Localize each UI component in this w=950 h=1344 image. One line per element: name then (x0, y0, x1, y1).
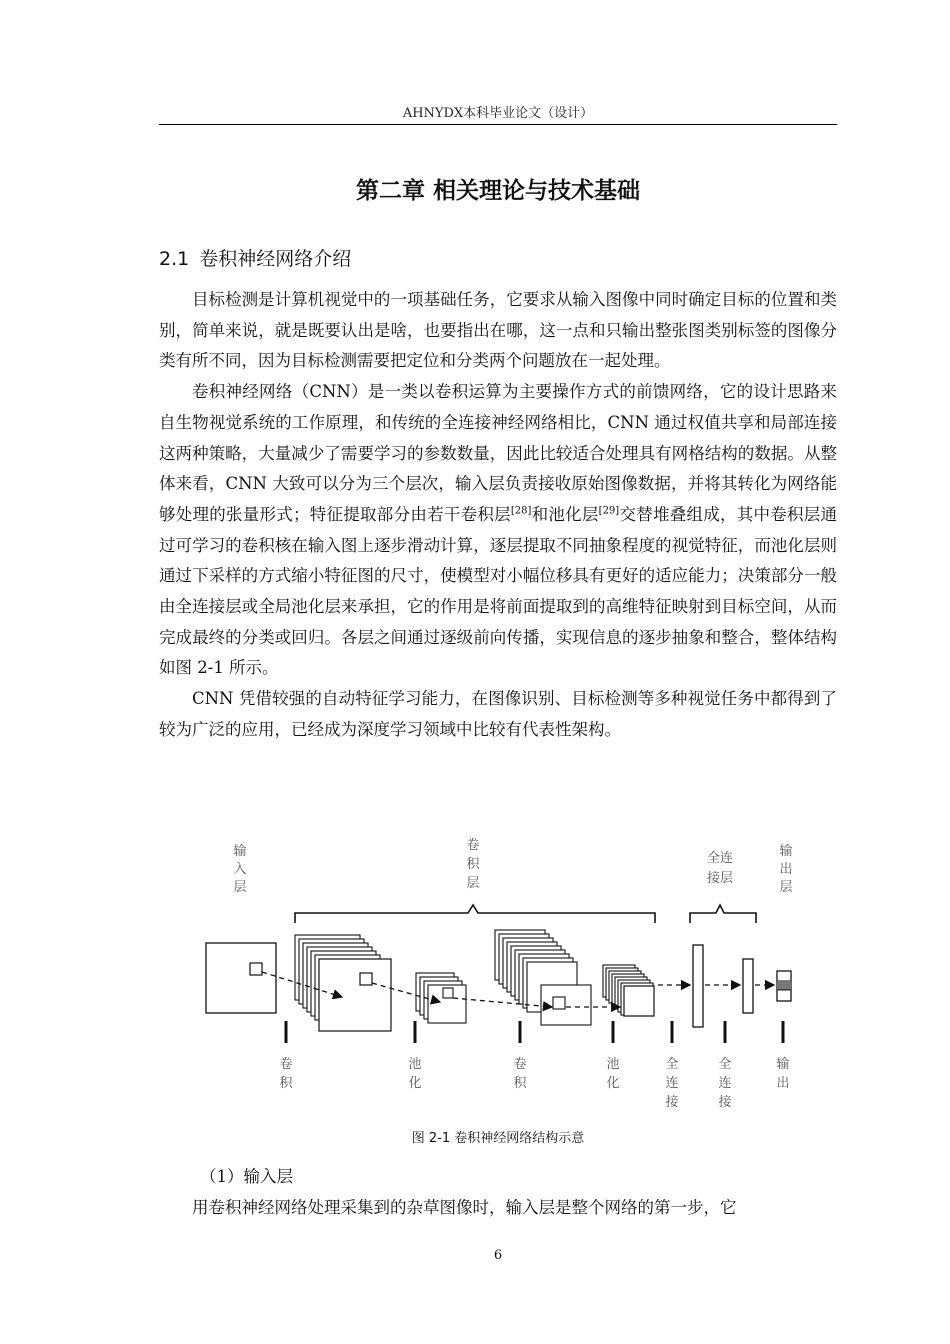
svg-text:池: 池 (606, 1057, 620, 1072)
subsection-heading: （1）输入层 (200, 1167, 293, 1186)
paragraph-1: 目标检测是计算机视觉中的一项基础任务，它要求从输入图像中同时确定目标的位置和类别，简单来说，就是既要认出是啥，也要指出在哪，这一点和只输出整张图类别标签的图像分类有所不同，因为目标检测需要把定位和分类两个问题放在一起处理。 (159, 290, 837, 371)
label-pool1 (408, 1057, 421, 1091)
paragraph-3: CNN 凭借较强的自动特征学习能力，在图像识别、目标检测等多种视觉任务中都得到了较为广泛的应用，已经成为深度学习领域中比较有代表性架构。 (159, 689, 837, 739)
conv1-feature-maps (295, 935, 391, 1031)
section-heading (159, 244, 351, 271)
pool2-feature-maps (603, 965, 654, 1016)
label-conv2 (513, 1057, 527, 1091)
svg-text:出: 出 (776, 1076, 790, 1091)
svg-text:接: 接 (718, 1095, 732, 1110)
conv2-feature-maps (495, 930, 591, 1025)
svg-text:卷: 卷 (513, 1057, 527, 1072)
fc2-vector (743, 959, 753, 1013)
svg-text:接层: 接层 (706, 871, 734, 886)
fc-brace (690, 905, 756, 923)
svg-text:连: 连 (665, 1076, 679, 1091)
label-output-layer (779, 843, 792, 895)
svg-text:层: 层 (233, 880, 247, 895)
header-rule (159, 124, 837, 125)
svg-text:卷: 卷 (466, 838, 480, 853)
body-text (159, 285, 837, 746)
svg-text:积: 积 (513, 1076, 527, 1091)
svg-text:化: 化 (606, 1076, 620, 1091)
chapter-title: 第二章 相关理论与技术基础 (355, 178, 640, 204)
label-pool2 (606, 1057, 619, 1091)
svg-text:连: 连 (718, 1076, 732, 1091)
input-image (206, 943, 276, 1013)
svg-text:层: 层 (466, 876, 480, 891)
section-number: 2.1 (159, 248, 190, 270)
paragraph-2 (159, 377, 837, 684)
svg-text:出: 出 (779, 862, 793, 877)
label-fc-layer (707, 851, 733, 886)
section-title: 卷积神经网络介绍 (199, 248, 352, 270)
label-conv1 (279, 1057, 293, 1091)
pool1-feature-maps (416, 973, 466, 1023)
conv-brace (295, 905, 655, 923)
svg-text:输: 输 (776, 1057, 790, 1072)
citation-29: [29] (598, 505, 620, 517)
svg-text:全: 全 (665, 1057, 679, 1072)
label-output (776, 1056, 789, 1091)
svg-text:卷: 卷 (279, 1057, 293, 1072)
figure-caption: 图 2-1 卷积神经网络结构示意 (411, 1131, 585, 1146)
fc1-vector (693, 945, 703, 1027)
svg-text:输: 输 (233, 844, 247, 859)
running-header: AHNYDX本科毕业论文（设计） (402, 106, 594, 121)
output-vector (777, 971, 791, 1001)
svg-text:化: 化 (408, 1076, 422, 1091)
svg-text:积: 积 (466, 857, 480, 872)
paragraph-2-part-c: 交替堆叠组成，其中卷积层通过可学习的卷积核在输入图上逐步滑动计算，逐层提取不同抽象程度的视觉特征，而池化层则通过下采样的方式缩小特征图的尺寸，使模型对小幅位移具有更好的适应能力；决策部分一般由全连接层或全局池化层来承担，它的作用是将前面提取到的高维特征映射到目标空间，从而完成最终的分类或回归。各层之间通过逐级前向传播，实现信息的逐步抽象和整合，整体结构如图 2-1 所示。 (159, 504, 838, 678)
paragraph-2-part-b: 和池化层 (531, 504, 599, 524)
svg-text:接: 接 (665, 1095, 679, 1110)
svg-text:池: 池 (408, 1057, 422, 1072)
svg-text:输: 输 (779, 844, 793, 859)
svg-text:积: 积 (279, 1076, 293, 1091)
label-fc2 (718, 1057, 731, 1110)
paragraph-2-part-a: 卷积神经网络（CNN）是一类以卷积运算为主要操作方式的前馈网络，它的设计思路来自生物视觉系统的工作原理，和传统的全连接神经网络相比，CNN 通过权值共享和局部连接这两种策略，大量减少了需要学习的参数数量，因此比较适合处理具有网格结构的数据。从整体来看，CNN 大致可以分为三个层次，输入层负责接收原始图像数据，并将其转化为网络能够处理的张量形式；特征提取部分由若干卷积层 (159, 382, 837, 524)
svg-text:全: 全 (718, 1057, 732, 1072)
paragraph-4: 用卷积神经网络处理采集到的杂草图像时，输入层是整个网络的第一步，它 (192, 1198, 737, 1217)
label-conv-layer (466, 838, 480, 891)
svg-text:入: 入 (233, 862, 247, 877)
cnn-architecture-figure (200, 835, 820, 1120)
svg-text:层: 层 (779, 880, 793, 895)
page-number: 6 (493, 1248, 503, 1263)
label-fc1 (665, 1057, 678, 1110)
label-input-layer (233, 843, 246, 895)
svg-text:全连: 全连 (706, 851, 734, 866)
citation-28: [28] (510, 505, 532, 517)
